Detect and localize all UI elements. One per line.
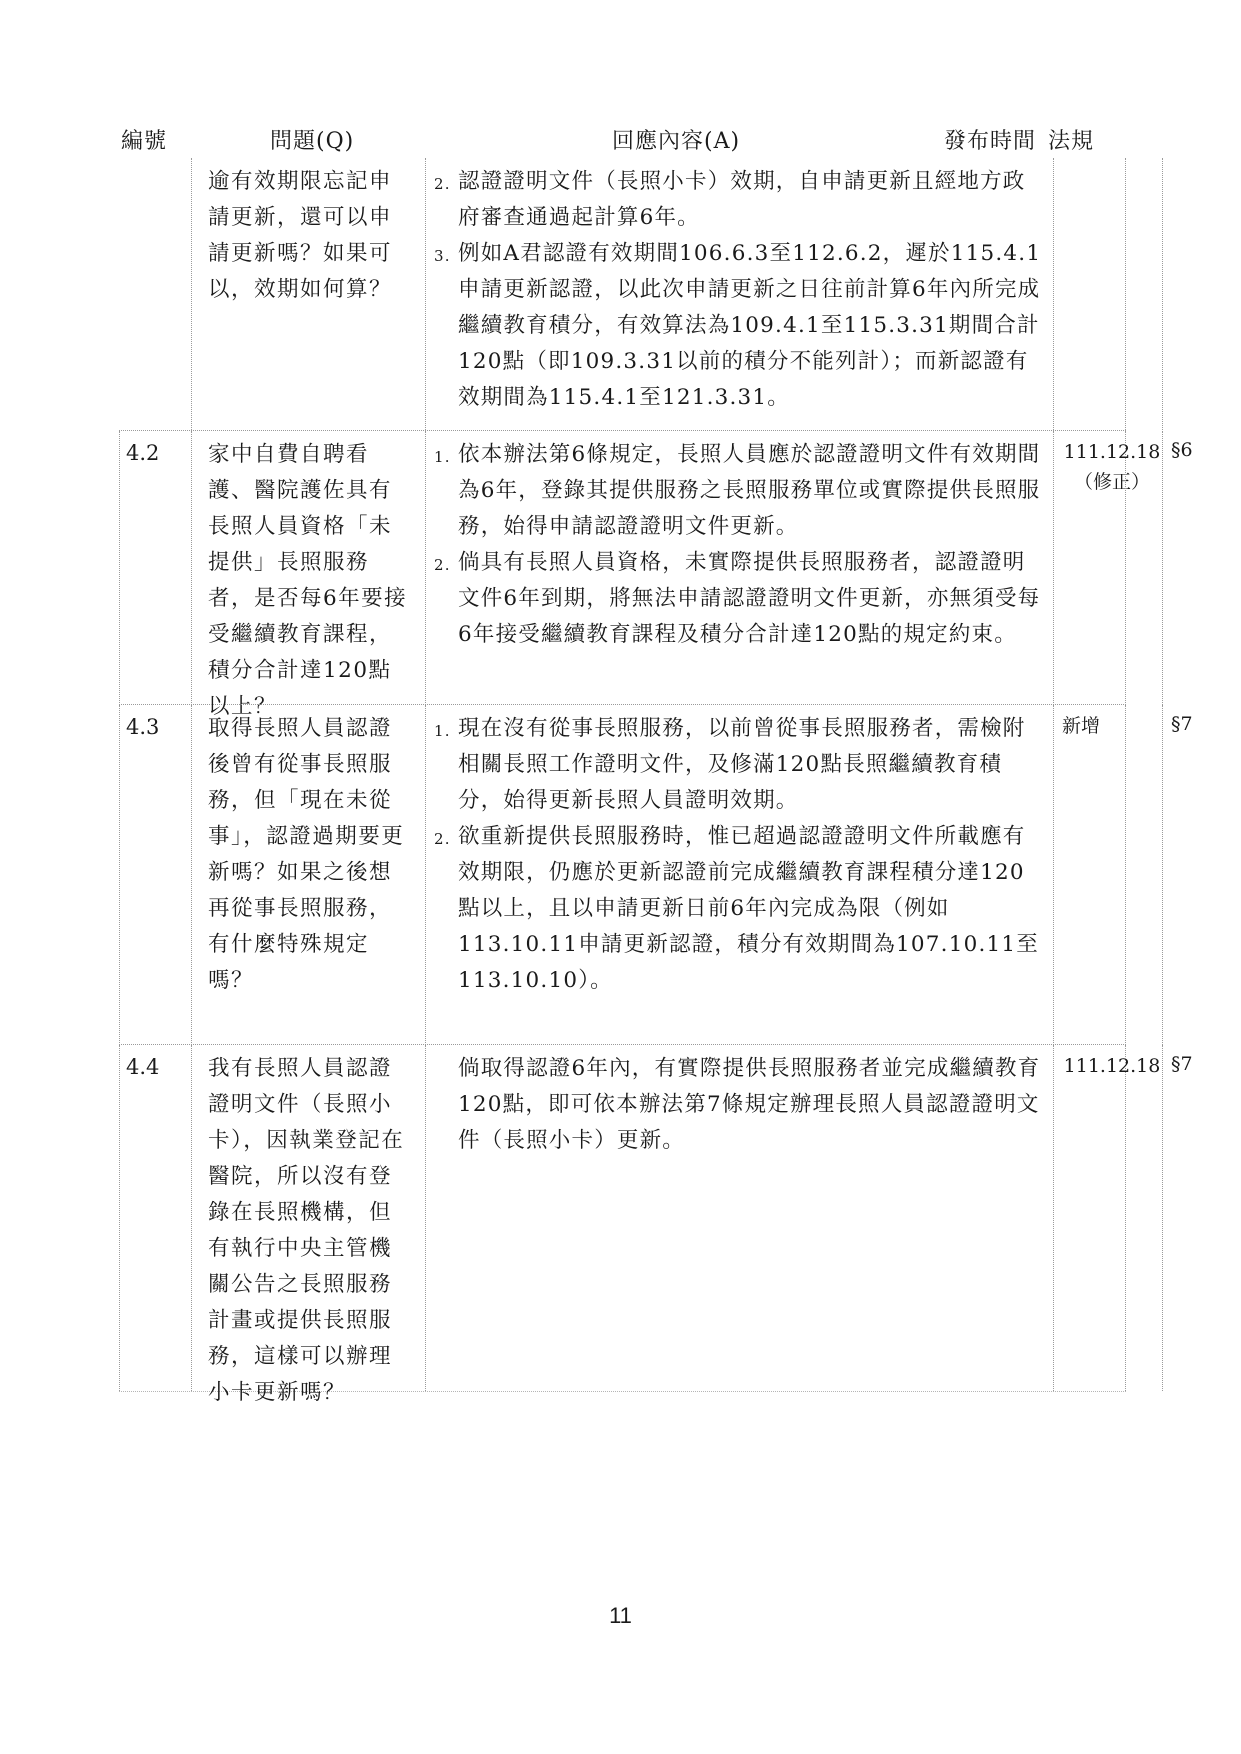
page-number: 11	[609, 1603, 632, 1628]
header-number: 編號	[121, 129, 168, 154]
question-text: 我有長照人員認證證明文件（長照小卡），因執業登記在醫院，所以沒有登錄在長照機構，但有執行中央主管機關公告之長照服務計畫或提供長照服務，這樣可以辦理小卡更新嗎？	[208, 1056, 405, 1405]
answer-item: 2. 倘具有長照人員資格，未實際提供長照服務者，認證證明文件6年到期，將無法申請認證證明文件更新，亦無須受每6年接受繼續教育課程及積分合計達120點的規定約束。	[434, 550, 1041, 647]
row-number: 4.2	[126, 441, 160, 465]
table-row-continued	[119, 158, 1126, 430]
law-reference: §6	[1171, 439, 1193, 461]
row-number: 4.3	[126, 715, 160, 739]
answer-text: 倘取得認證6年內，有實際提供長照服務者並完成繼續教育120點，即可依本辦法第7條規定辦理長照人員認證證明文件（長照小卡）更新。	[458, 1056, 1041, 1153]
table-row	[119, 1044, 1193, 1405]
header-date: 發布時間	[944, 129, 1037, 154]
header-question: 問題(Q)	[270, 129, 355, 154]
question-text: 逾有效期限忘記申請更新，還可以申請更新嗎？如果可以，效期如何算？	[208, 169, 393, 302]
law-reference: §7	[1171, 713, 1193, 735]
header-law: 法規	[1048, 129, 1095, 154]
table-row	[119, 704, 1193, 1045]
question-text: 取得長照人員認證後曾有從事長照服務，但「現在未從事」，認證過期要更新嗎？如果之後想再從事長照服務，有什麼特殊規定嗎？	[208, 716, 405, 993]
answer-item: 2. 認證證明文件（長照小卡）效期，自申請更新且經地方政府審查通過起計算6年。	[434, 169, 1026, 230]
release-date: 111.12.18	[1063, 1055, 1161, 1077]
answer-list	[434, 437, 1046, 653]
header-answer: 回應內容(A)	[612, 129, 741, 154]
answer-item: 1. 依本辦法第6條規定，長照人員應於認證證明文件有效期間為6年，登錄其提供服務之長照服務單位或實際提供長照服務，始得申請認證證明文件更新。	[434, 442, 1041, 539]
table-row	[119, 430, 1193, 719]
answer-item: 1. 現在沒有從事長照服務，以前曾從事長照服務者，需檢附相關長照工作證明文件，及修滿120點長照繼續教育積分，始得更新長照人員證明效期。	[434, 716, 1026, 813]
question-text: 家中自費自聘看護、醫院護佐具有長照人員資格「未提供」長照服務者，是否每6年要接受繼續教育課程，積分合計達120點以上？	[208, 442, 408, 719]
row-number: 4.4	[126, 1055, 160, 1079]
release-date: 111.12.18（修正）	[1063, 441, 1161, 493]
law-reference: §7	[1171, 1053, 1193, 1075]
answer-list	[434, 164, 1046, 416]
answer-item: 2. 欲重新提供長照服務時，惟已超過認證證明文件所載應有效期限，仍應於更新認證前完成繼續教育課程積分達120點以上，且以申請更新日前6年內完成為限（例如113.10.11申請更新認證，積分有效期間為107.10.11至113.10.10）。	[434, 824, 1039, 993]
release-date: 新增	[1062, 715, 1101, 737]
answer-item: 3. 例如A君認證有效期間106.6.3至112.6.2，遲於115.4.1申請更新認證，以此次申請更新之日往前計算6年內所完成繼續教育積分，有效算法為109.4.1至115.3.31期間合計120點（即109.3.31以前的積分不能列計）；而新認證有效期間為115.4.1至121.3.31。	[434, 241, 1042, 410]
answer-list	[434, 711, 1046, 999]
